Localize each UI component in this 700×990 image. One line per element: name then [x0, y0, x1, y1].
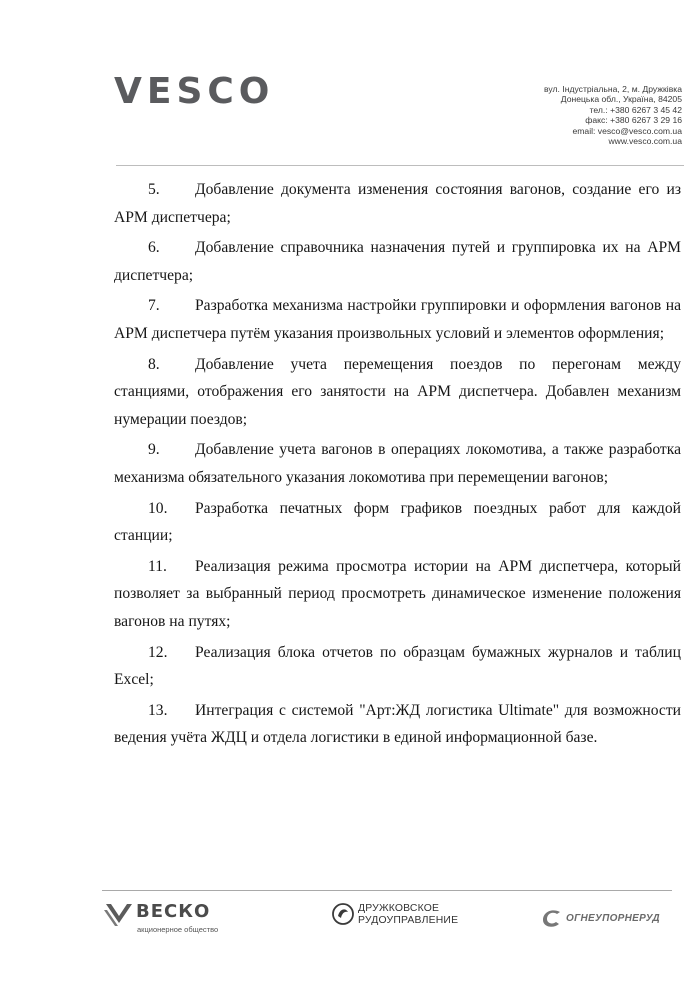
ogneupornerud-name: ОГНЕУПОРНЕРУД	[566, 913, 660, 924]
item-text: Реализация блока отчетов по образцам бумажных журналов и таблиц Excel;	[114, 643, 681, 689]
item-text: Добавление учета вагонов в операциях локомотива, а также разработка механизма обязательного указания локомотива при перемещении вагонов;	[114, 441, 681, 486]
list-item	[114, 697, 681, 752]
document-body	[114, 176, 681, 755]
item-number: 9.	[148, 441, 160, 459]
vesco-footer-subtitle: акционерное общество	[137, 925, 219, 934]
list-item	[114, 176, 681, 231]
item-number: 5.	[148, 181, 160, 198]
footer-divider	[102, 890, 672, 891]
item-number: 13.	[148, 701, 168, 719]
ogneupornerud-emblem-icon	[540, 906, 564, 928]
item-number: 8.	[148, 355, 160, 373]
contact-fax: факс: +380 6267 3 29 16	[585, 115, 682, 126]
druzhkovka-line1: ДРУЖКОВСКОЕ	[358, 903, 440, 914]
contact-block	[442, 84, 682, 146]
item-text: Разработка механизма настройки группировки и оформления вагонов на АРМ диспетчера путём указания произвольных условий и элементов оформления;	[114, 297, 681, 342]
list-item	[114, 351, 681, 434]
druzhkovka-line2: РУДОУПРАВЛЕНИЕ	[358, 915, 459, 926]
item-number: 12.	[148, 643, 168, 661]
item-number: 11.	[148, 557, 167, 575]
item-text: Реализация режима просмотра истории на АРМ диспетчера, который позволяет за выбранный период просмотреть динамическое изменение положения вагонов на путях;	[114, 557, 681, 630]
list-item	[114, 292, 681, 347]
item-text: Разработка печатных форм графиков поездных работ для каждой станции;	[114, 499, 681, 545]
contact-region: Донецька обл., Україна, 84205	[560, 94, 682, 105]
header-divider	[116, 165, 684, 166]
footer-logos	[0, 896, 700, 946]
item-text: Добавление учета перемещения поездов по перегонам между станциями, отображения его занятости на АРМ диспетчера. Добавлен механизм нумерации поездов;	[114, 355, 681, 428]
vesco-emblem-icon	[104, 901, 134, 927]
item-text: Добавление документа изменения состояния вагонов, создание его из АРМ диспетчера;	[114, 181, 681, 226]
item-text: Добавление справочника назначения путей и группировка их на АРМ диспетчера;	[114, 239, 681, 284]
item-text: Интеграция с системой "Арт:ЖД логистика Ultimate" для возможности ведения учёта ЖДЦ и отдела логистики в единой информационной базе.	[114, 701, 681, 747]
contact-address: вул. Індустріальна, 2, м. Дружківка	[544, 84, 682, 94]
item-number: 7.	[148, 297, 160, 315]
list-item	[114, 495, 681, 550]
item-number: 10.	[148, 499, 168, 517]
vesco-footer-name: ВЕСКО	[136, 901, 211, 922]
swirl-emblem-icon	[332, 902, 354, 926]
list-item	[114, 639, 681, 694]
contact-email: email: vesco@vesco.com.ua	[572, 125, 682, 136]
list-item	[114, 436, 681, 491]
list-item	[114, 553, 681, 636]
vesco-logo: VESCO	[114, 71, 275, 112]
contact-website: www.vesco.com.ua	[608, 136, 682, 147]
item-number: 6.	[148, 239, 160, 257]
list-item	[114, 234, 681, 289]
contact-phone: тел.: +380 6267 3 45 42	[589, 104, 682, 115]
